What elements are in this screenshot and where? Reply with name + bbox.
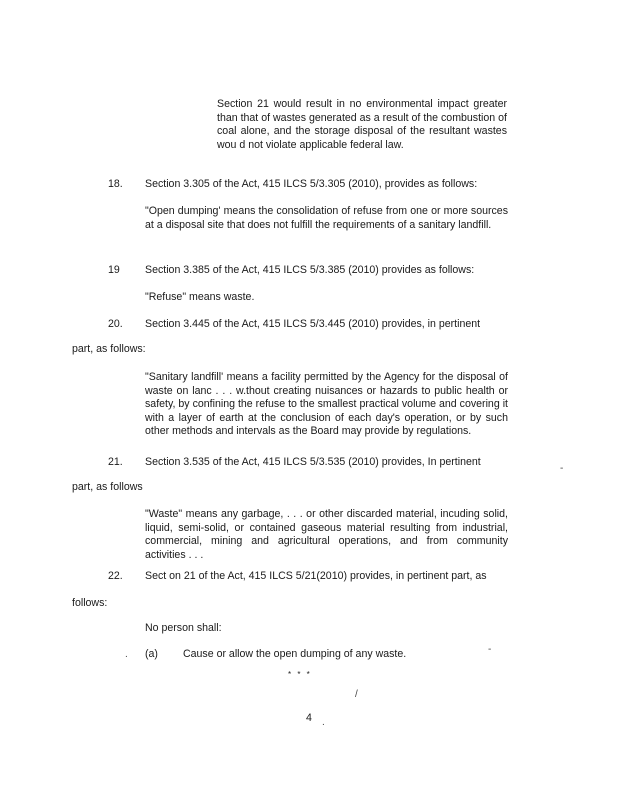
paragraph-number-18: 18.: [108, 178, 123, 190]
page-number: 4: [306, 712, 312, 724]
quote-waste: "Waste" means any garbage, . . . or other discarded material, incuding solid, liquid, semi-solid, or contained gaseous material resulting from industrial, commercial, mining and agricultural operations, and from community activities . . .: [145, 508, 508, 561]
paragraph-20-continuation: part, as follows:: [72, 343, 146, 355]
item-a-text: Cause or allow the open dumping of any waste.: [183, 648, 407, 660]
scan-speck: -: [560, 463, 564, 474]
paragraph-number-22: 22.: [108, 570, 123, 582]
block-quote-section-21: Section 21 would result in no environmental impact greater than that of wastes generated as a result of the combustion of coal alone, and the storage disposal of the resultant wastes wou d not violate applicable federal law.: [217, 98, 507, 151]
no-person-shall-lead: No person shall:: [145, 622, 222, 634]
scan-speck: .: [322, 717, 325, 728]
paragraph-number-20: 20.: [108, 318, 123, 330]
scan-speck: .: [125, 649, 128, 660]
paragraph-22-text: Sect on 21 of the Act, 415 ILCS 5/21(2010) provides, in pertinent part, as: [145, 570, 487, 582]
paragraph-21-continuation: part, as follows: [72, 481, 143, 493]
item-a-label: (a): [145, 648, 158, 660]
scan-speck: -: [488, 644, 492, 655]
paragraph-22-continuation: follows:: [72, 597, 108, 609]
omission-asterisks: * * *: [288, 670, 312, 679]
paragraph-number-21: 21.: [108, 456, 123, 468]
paragraph-number-19: 19: [108, 264, 120, 276]
quote-refuse: "Refuse" means waste.: [145, 291, 255, 303]
paragraph-21-text: Section 3.535 of the Act, 415 ILCS 5/3.535 (2010) provides, In pertinent: [145, 456, 481, 468]
scan-speck: /: [355, 689, 358, 700]
paragraph-19-text: Section 3.385 of the Act, 415 ILCS 5/3.385 (2010) provides as follows:: [145, 264, 475, 276]
paragraph-18-text: Section 3.305 of the Act, 415 ILCS 5/3.305 (2010), provides as follows:: [145, 178, 478, 190]
quote-open-dumping: "Open dumping' means the consolidation of refuse from one or more sources at a disposal site that does not fulfill the requirements of a sanitary landfill.: [145, 205, 508, 231]
quote-sanitary-landfill: "Sanitary landfill' means a facility permitted by the Agency for the disposal of waste on lanc . . . w.thout creating nuisances or hazards to public health or safety, by confining the refuse to the smallest practical volume and covering it with a layer of earth at the conclusion of each day's operation, or by such other methods and intervals as the Board may provide by regulations.: [145, 371, 508, 438]
paragraph-20-text: Section 3.445 of the Act, 415 ILCS 5/3.445 (2010) provides, in pertinent: [145, 318, 481, 330]
